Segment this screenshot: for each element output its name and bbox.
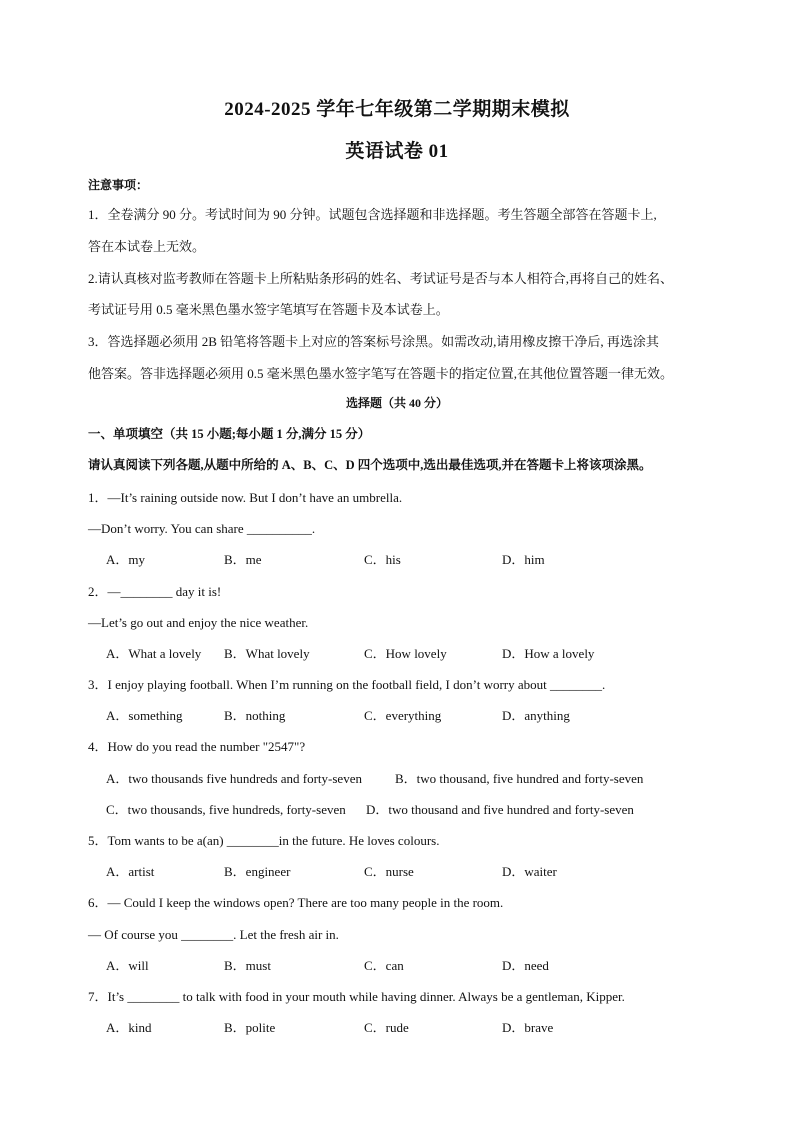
question-text: 2．—________ day it is! — [88, 584, 222, 599]
option-b: B．two thousand, five hundred and forty-seven — [395, 771, 644, 786]
notes-line: 3．答选择题必须用 2B 铅笔将答题卡上对应的答案标号涂黑。如需改动,请用橡皮擦干净后, 再选涂其 — [88, 334, 659, 349]
option-c: C．two thousands, five hundreds, forty-seven — [106, 802, 346, 817]
option-b: B．me — [224, 552, 262, 567]
option-a: A．my — [106, 552, 146, 567]
exam-subtitle: 英语试卷 01 — [345, 141, 449, 162]
question-text: 3．I enjoy playing football. When I’m running on the football field, I don’t worry about ________. — [88, 677, 606, 692]
option-c: C．rude — [364, 1020, 409, 1035]
option-a: A．What a lovely — [106, 646, 202, 661]
option-d: D．two thousand and five hundred and forty-seven — [366, 802, 634, 817]
option-b: B．must — [224, 958, 271, 973]
option-d: D．anything — [502, 708, 570, 723]
option-b: B．polite — [224, 1020, 276, 1035]
question-text: — Of course you ________. Let the fresh air in. — [88, 927, 339, 942]
question-text: —Don’t worry. You can share __________. — [88, 521, 316, 536]
notes-line: 2.请认真核对监考教师在答题卡上所粘贴条形码的姓名、考试证号是否与本人相符合,再将自己的姓名、 — [88, 271, 674, 286]
option-a: A．something — [106, 708, 183, 723]
option-a: A．artist — [106, 864, 155, 879]
option-a: A．two thousands five hundreds and forty-seven — [106, 771, 362, 786]
option-c: C．How lovely — [364, 646, 447, 661]
question-text: 6．— Could I keep the windows open? There are too many people in the room. — [88, 895, 504, 910]
section-title: 选择题（共 40 分） — [345, 396, 448, 410]
option-c: C．everything — [364, 708, 442, 723]
question-text: 1．—It’s raining outside now. But I don’t have an umbrella. — [88, 490, 403, 505]
notes-line: 考试证号用 0.5 毫米黑色墨水签字笔填写在答题卡及本试卷上。 — [88, 302, 449, 317]
option-a: A．will — [106, 958, 149, 973]
option-d: D．him — [502, 552, 545, 567]
exam-title: 2024-2025 学年七年级第二学期期末模拟 — [224, 99, 570, 120]
option-c: C．his — [364, 552, 401, 567]
question-text: —Let’s go out and enjoy the nice weather. — [88, 615, 309, 630]
option-d: D．need — [502, 958, 549, 973]
option-d: D．How a lovely — [502, 646, 595, 661]
question-text: 5．Tom wants to be a(an) ________in the future. He loves colours. — [88, 833, 440, 848]
part-title: 一、单项填空（共 15 小题;每小题 1 分,满分 15 分） — [88, 427, 371, 441]
question-text: 4．How do you read the number "2547"? — [88, 739, 306, 754]
notes-line: 他答案。答非选择题必须用 0.5 毫米黑色墨水签字笔写在答题卡的指定位置,在其他位置答题一律无效。 — [88, 366, 674, 381]
option-d: D．waiter — [502, 864, 557, 879]
question-text: 7．It’s ________ to talk with food in your mouth while having dinner. Always be a gentleman, Kipper. — [88, 989, 625, 1004]
option-b: B．What lovely — [224, 646, 310, 661]
option-a: A．kind — [106, 1020, 152, 1035]
option-d: D．brave — [502, 1020, 554, 1035]
option-c: C．nurse — [364, 864, 414, 879]
notes-heading: 注意事项： — [88, 178, 149, 192]
option-c: C．can — [364, 958, 404, 973]
notes-line: 1．全卷满分 90 分。考试时间为 90 分钟。试题包含选择题和非选择题。考生答题全部答在答题卡上, — [88, 207, 657, 222]
part-instruction: 请认真阅读下列各题,从题中所给的 A、B、C、D 四个选项中,选出最佳选项,并在答题卡上将该项涂黑。 — [88, 458, 652, 472]
option-b: B．nothing — [224, 708, 286, 723]
option-b: B．engineer — [224, 864, 291, 879]
notes-line: 答在本试卷上无效。 — [88, 239, 206, 254]
